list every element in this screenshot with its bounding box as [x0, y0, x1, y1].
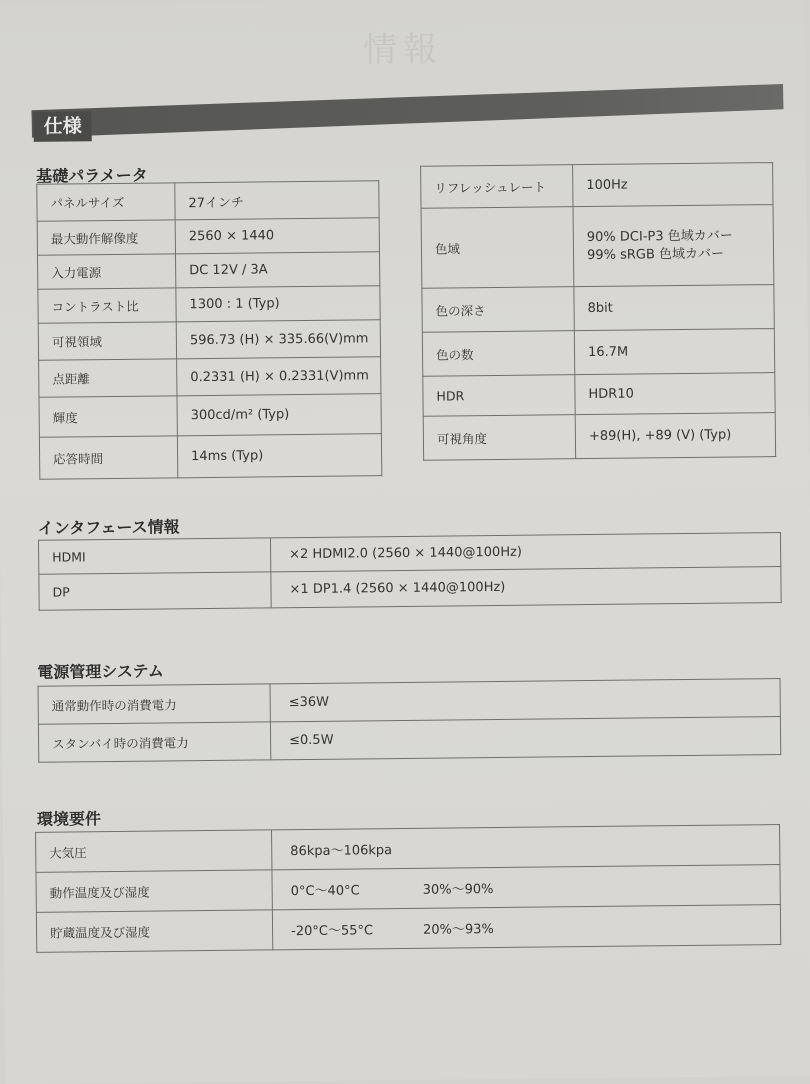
interface-info-table	[38, 532, 782, 611]
color-gamut-line: 99% sRGB 色域カバー	[586, 246, 725, 263]
spec-key: パネルサイズ	[37, 183, 175, 221]
table-row	[421, 205, 774, 289]
spec-key: DP	[39, 572, 271, 610]
spec-key: 通常動作時の消費電力	[38, 684, 270, 724]
spec-value: ≤36W	[270, 679, 780, 722]
spec-value: 8bit	[574, 285, 774, 331]
humidity-range: 20%～93%	[423, 922, 494, 938]
spec-value: 1300 : 1 (Typ)	[176, 286, 380, 322]
spec-value: 0.2331 (H) × 0.2331(V)mm	[177, 357, 381, 396]
basic-parameters-title: 基礎パラメータ	[36, 165, 148, 186]
environment-table	[35, 824, 781, 953]
spec-value: ×2 HDMI2.0 (2560 × 1440@100Hz)	[270, 533, 780, 572]
spec-key: 貯蔵温度及び湿度	[36, 910, 272, 952]
spec-value: HDR10	[575, 373, 775, 415]
spec-value: 2560 × 1440	[175, 218, 379, 254]
spec-key: 可視角度	[423, 415, 575, 461]
color-gamut-line: 90% DCI-P3 色域カバー	[586, 227, 733, 245]
table-row	[39, 434, 381, 480]
spec-value: 27インチ	[175, 181, 379, 220]
spec-value	[272, 905, 780, 950]
spec-value: 86kpa～106kpa	[272, 825, 780, 870]
spec-key: 点距離	[39, 359, 177, 397]
spec-value: +89(H), +89 (V) (Typ)	[575, 413, 775, 459]
spec-key: リフレッシュレート	[421, 165, 573, 209]
power-management-table	[38, 678, 782, 763]
section-header-label: 仕様	[33, 111, 91, 142]
spec-key: 最大動作解像度	[37, 220, 175, 255]
spec-value: 100Hz	[573, 163, 773, 207]
spec-value: DC 12V / 3A	[175, 252, 379, 288]
spec-key: 色の深さ	[422, 287, 574, 333]
spec-value: 300cd/m² (Typ)	[177, 394, 381, 436]
section-header-bar	[31, 84, 783, 138]
spec-key: 色域	[421, 207, 574, 289]
spec-key: コントラスト比	[38, 288, 176, 323]
table-row	[36, 905, 780, 953]
humidity-range: 30%～90%	[422, 882, 494, 898]
temperature-range: 0°C～40°C	[290, 883, 360, 900]
spec-key: 色の数	[422, 331, 574, 377]
spec-key: スタンバイ時の消費電力	[38, 722, 270, 762]
table-row	[422, 329, 774, 377]
spec-value: 596.73 (H) × 335.66(V)mm	[176, 320, 380, 359]
spec-key: 応答時間	[39, 436, 177, 479]
table-row	[37, 218, 379, 256]
display-parameters-table	[420, 162, 776, 461]
table-row	[38, 286, 380, 324]
table-row	[39, 394, 381, 438]
table-row	[38, 320, 380, 361]
interface-info-title: インタフェース情報	[37, 517, 180, 538]
spec-key: 入力電源	[37, 254, 175, 289]
spec-value	[573, 205, 774, 287]
spec-key: 可視領域	[38, 322, 176, 360]
table-row	[422, 285, 774, 333]
table-row	[37, 252, 379, 290]
spec-value	[272, 865, 780, 910]
spec-value: ≤0.5W	[270, 717, 780, 760]
basic-parameters-table	[36, 180, 382, 480]
table-row	[37, 181, 379, 222]
power-management-title: 電源管理システム	[37, 661, 164, 682]
table-row	[39, 567, 781, 611]
table-row	[39, 357, 381, 398]
environment-title: 環境要件	[36, 809, 102, 829]
table-row	[423, 373, 775, 417]
spec-key: HDMI	[38, 538, 270, 574]
temperature-range: -20°C～55°C	[291, 923, 374, 940]
table-row	[421, 163, 773, 209]
table-row	[423, 413, 775, 461]
table-row	[38, 717, 780, 763]
spec-key: 大気圧	[36, 830, 272, 872]
spec-key: HDR	[423, 375, 575, 417]
spec-value: 16.7M	[574, 329, 774, 375]
spec-value: ×1 DP1.4 (2560 × 1440@100Hz)	[271, 567, 781, 608]
spec-key: 動作温度及び湿度	[36, 870, 272, 912]
spec-value: 14ms (Typ)	[177, 434, 381, 478]
spec-key: 輝度	[39, 396, 177, 437]
bleed-through-title: 情報	[362, 29, 444, 71]
